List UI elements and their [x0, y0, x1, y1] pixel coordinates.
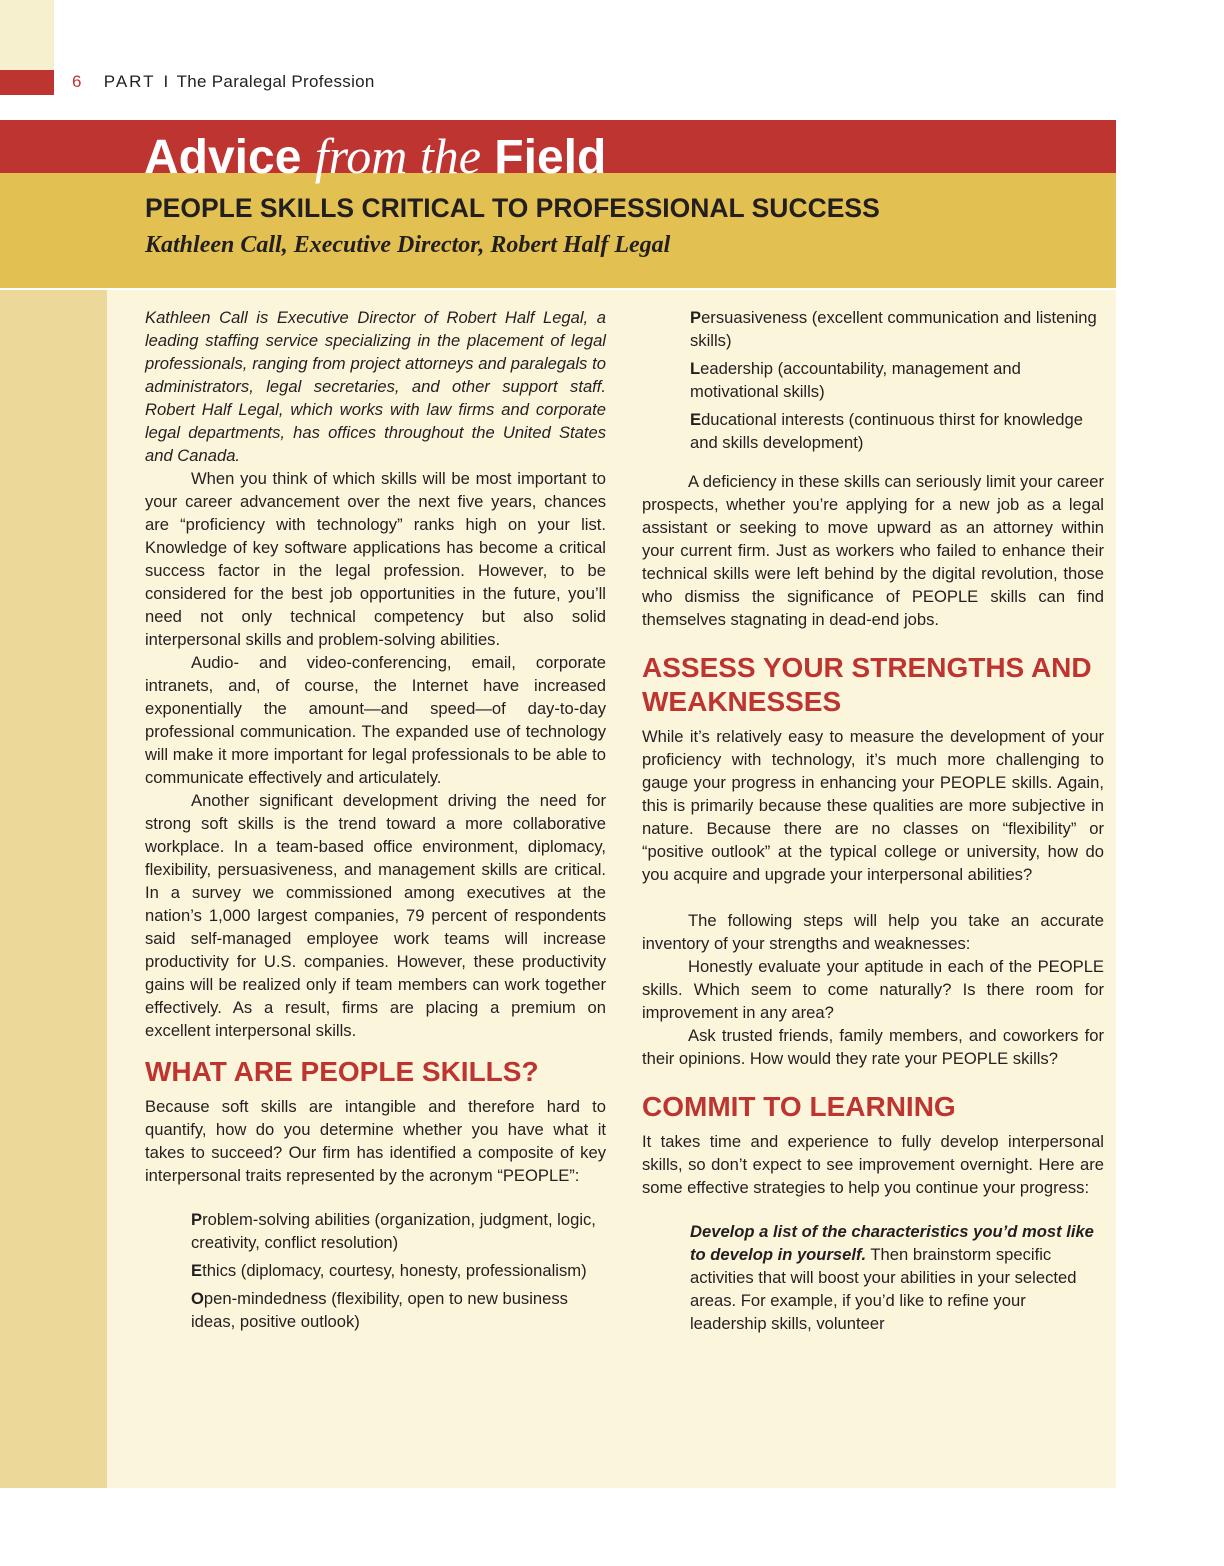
list-item-letter: E: [690, 410, 702, 429]
list-item: [690, 408, 1104, 454]
body-paragraph: When you think of which skills will be most important to your career advancement over the next five years, chances are “proficiency with technology” ranks high on your list. Knowledge of key software applications has become a critical success factor in the legal profession. However, to be considered for the best job opportunities in the future, you’ll need not only technical competency but also solid interpersonal skills and problem-solving abilities.: [145, 469, 606, 649]
body-paragraph: It takes time and experience to fully develop interpersonal skills, so don’t expect to see improvement overnight. Here are some effective strategies to help you continue your progress:: [642, 1132, 1104, 1197]
page-number-tab: [0, 70, 54, 95]
feature-title-word: Advice: [144, 131, 302, 184]
people-list: [690, 306, 1104, 454]
list-item-text: eadership (accountability, management and motivational skills): [690, 359, 1021, 401]
list-item: [191, 1208, 606, 1254]
body-paragraph: Another significant development driving the need for strong soft skills is the trend toward a more collaborative workplace. In a team-based office environment, diplomacy, flexibility, persuasiveness, and management skills are critical. In a survey we commissioned among executives at the nation’s 1,000 largest companies, 79 percent of respondents said self-managed employee work teams will increase productivity for U.S. companies. However, these productivity gains will be realized only if team members can work together effectively. As a result, firms are placing a premium on excellent interpersonal skills.: [145, 791, 606, 1040]
feature-byline: Kathleen Call, Executive Director, Robert Half Legal: [145, 232, 671, 258]
body-paragraph: While it’s relatively easy to measure the development of your proficiency with technology, it’s much more challenging to gauge your progress in enhancing your PEOPLE skills. Again, this is primarily because these qualities are more subjective in nature. Because there are no classes on “flexibility” or “positive outlook” at the typical college or university, how do you acquire and upgrade your interpersonal abilities?: [642, 727, 1104, 884]
author-intro: Kathleen Call is Executive Director of Robert Half Legal, a leading staffing service specializing in the placement of legal professionals, ranging from project attorneys and paralegals to administrators, legal secretaries, and other support staff. Robert Half Legal, which works with law firms and corporate legal departments, has offices throughout the United States and Canada.: [145, 308, 606, 465]
running-header: [72, 72, 375, 92]
list-item-letter: E: [191, 1261, 203, 1280]
section-heading: WHAT ARE PEOPLE SKILLS?: [145, 1056, 539, 1087]
list-item-letter: L: [690, 359, 701, 378]
list-item-text: ersuasiveness (excellent communication and listening skills): [690, 308, 1097, 350]
page-corner-tab: [0, 0, 54, 70]
strategy-item: [690, 1220, 1104, 1335]
list-item-letter: P: [191, 1210, 203, 1229]
section-heading: ASSESS YOUR STRENGTHS AND WEAKNESSES: [642, 652, 1092, 717]
list-item-text: pen-mindedness (flexibility, open to new business ideas, positive outlook): [191, 1289, 568, 1331]
body-paragraph: Audio- and video-conferencing, email, corporate intranets, and, of course, the Internet have increased exponentially the amount—and speed—of day-to-day professional communication. The expanded use of technology will make it more important for legal professionals to be able to communicate effectively and articulately.: [145, 653, 606, 787]
part-title: The Paralegal Profession: [176, 72, 375, 91]
list-item-text: roblem-solving abilities (organization, judgment, logic, creativity, conflict resolution): [191, 1210, 596, 1252]
list-item: [191, 1259, 606, 1282]
body-paragraph: A deficiency in these skills can seriously limit your career prospects, whether you’re applying for a new job as a legal assistant or seeking to move upward as an attorney within your current firm. Just as workers who failed to enhance their technical skills were left behind by the digital revolution, those who dismiss the significance of PEOPLE skills can find themselves stagnating in dead-end jobs.: [642, 472, 1104, 629]
list-item-text: thics (diplomacy, courtesy, honesty, professionalism): [202, 1261, 587, 1280]
right-column: [642, 306, 1104, 1335]
body-paragraph: The following steps will help you take an accurate inventory of your strengths and weaknesses:: [642, 911, 1104, 953]
part-label: PART: [103, 72, 156, 91]
body-paragraph: Honestly evaluate your aptitude in each of the PEOPLE skills. Which seem to come naturally? Is there room for improvement in any area?: [642, 957, 1104, 1022]
body-paragraph: Ask trusted friends, family members, and coworkers for their opinions. How would they rate your PEOPLE skills?: [642, 1026, 1104, 1068]
side-strip: [0, 290, 107, 1488]
section-heading: COMMIT TO LEARNING: [642, 1091, 956, 1122]
strategy-text: Then brainstorm specific activities that will boost your abilities in your selected areas. For example, if you’d like to refine your leadership skills, volunteer: [690, 1245, 1077, 1333]
strategy-lead: Develop a list of the characteristics you’d most like to develop in yourself.: [690, 1222, 1094, 1264]
people-list: [191, 1208, 606, 1333]
list-item-letter: P: [690, 308, 702, 327]
list-item-letter: O: [191, 1289, 204, 1308]
left-column: [145, 306, 606, 1338]
part-number: I: [163, 72, 169, 91]
feature-title-word: Field: [494, 131, 607, 184]
list-item: [690, 306, 1104, 352]
list-item: [191, 1287, 606, 1333]
feature-title: [144, 128, 606, 186]
list-item: [690, 357, 1104, 403]
body-paragraph: Because soft skills are intangible and therefore hard to quantify, how do you determine whether you have what it takes to succeed? Our firm has identified a composite of key interpersonal traits represented by the acronym “PEOPLE”:: [145, 1097, 606, 1185]
feature-subtitle: PEOPLE SKILLS CRITICAL TO PROFESSIONAL SUCCESS: [145, 193, 880, 223]
feature-subtitle-band: [0, 173, 1116, 288]
feature-title-italic: from the: [314, 128, 481, 184]
page-number: 6: [72, 72, 82, 91]
list-item-text: ducational interests (continuous thirst for knowledge and skills development): [690, 410, 1083, 452]
